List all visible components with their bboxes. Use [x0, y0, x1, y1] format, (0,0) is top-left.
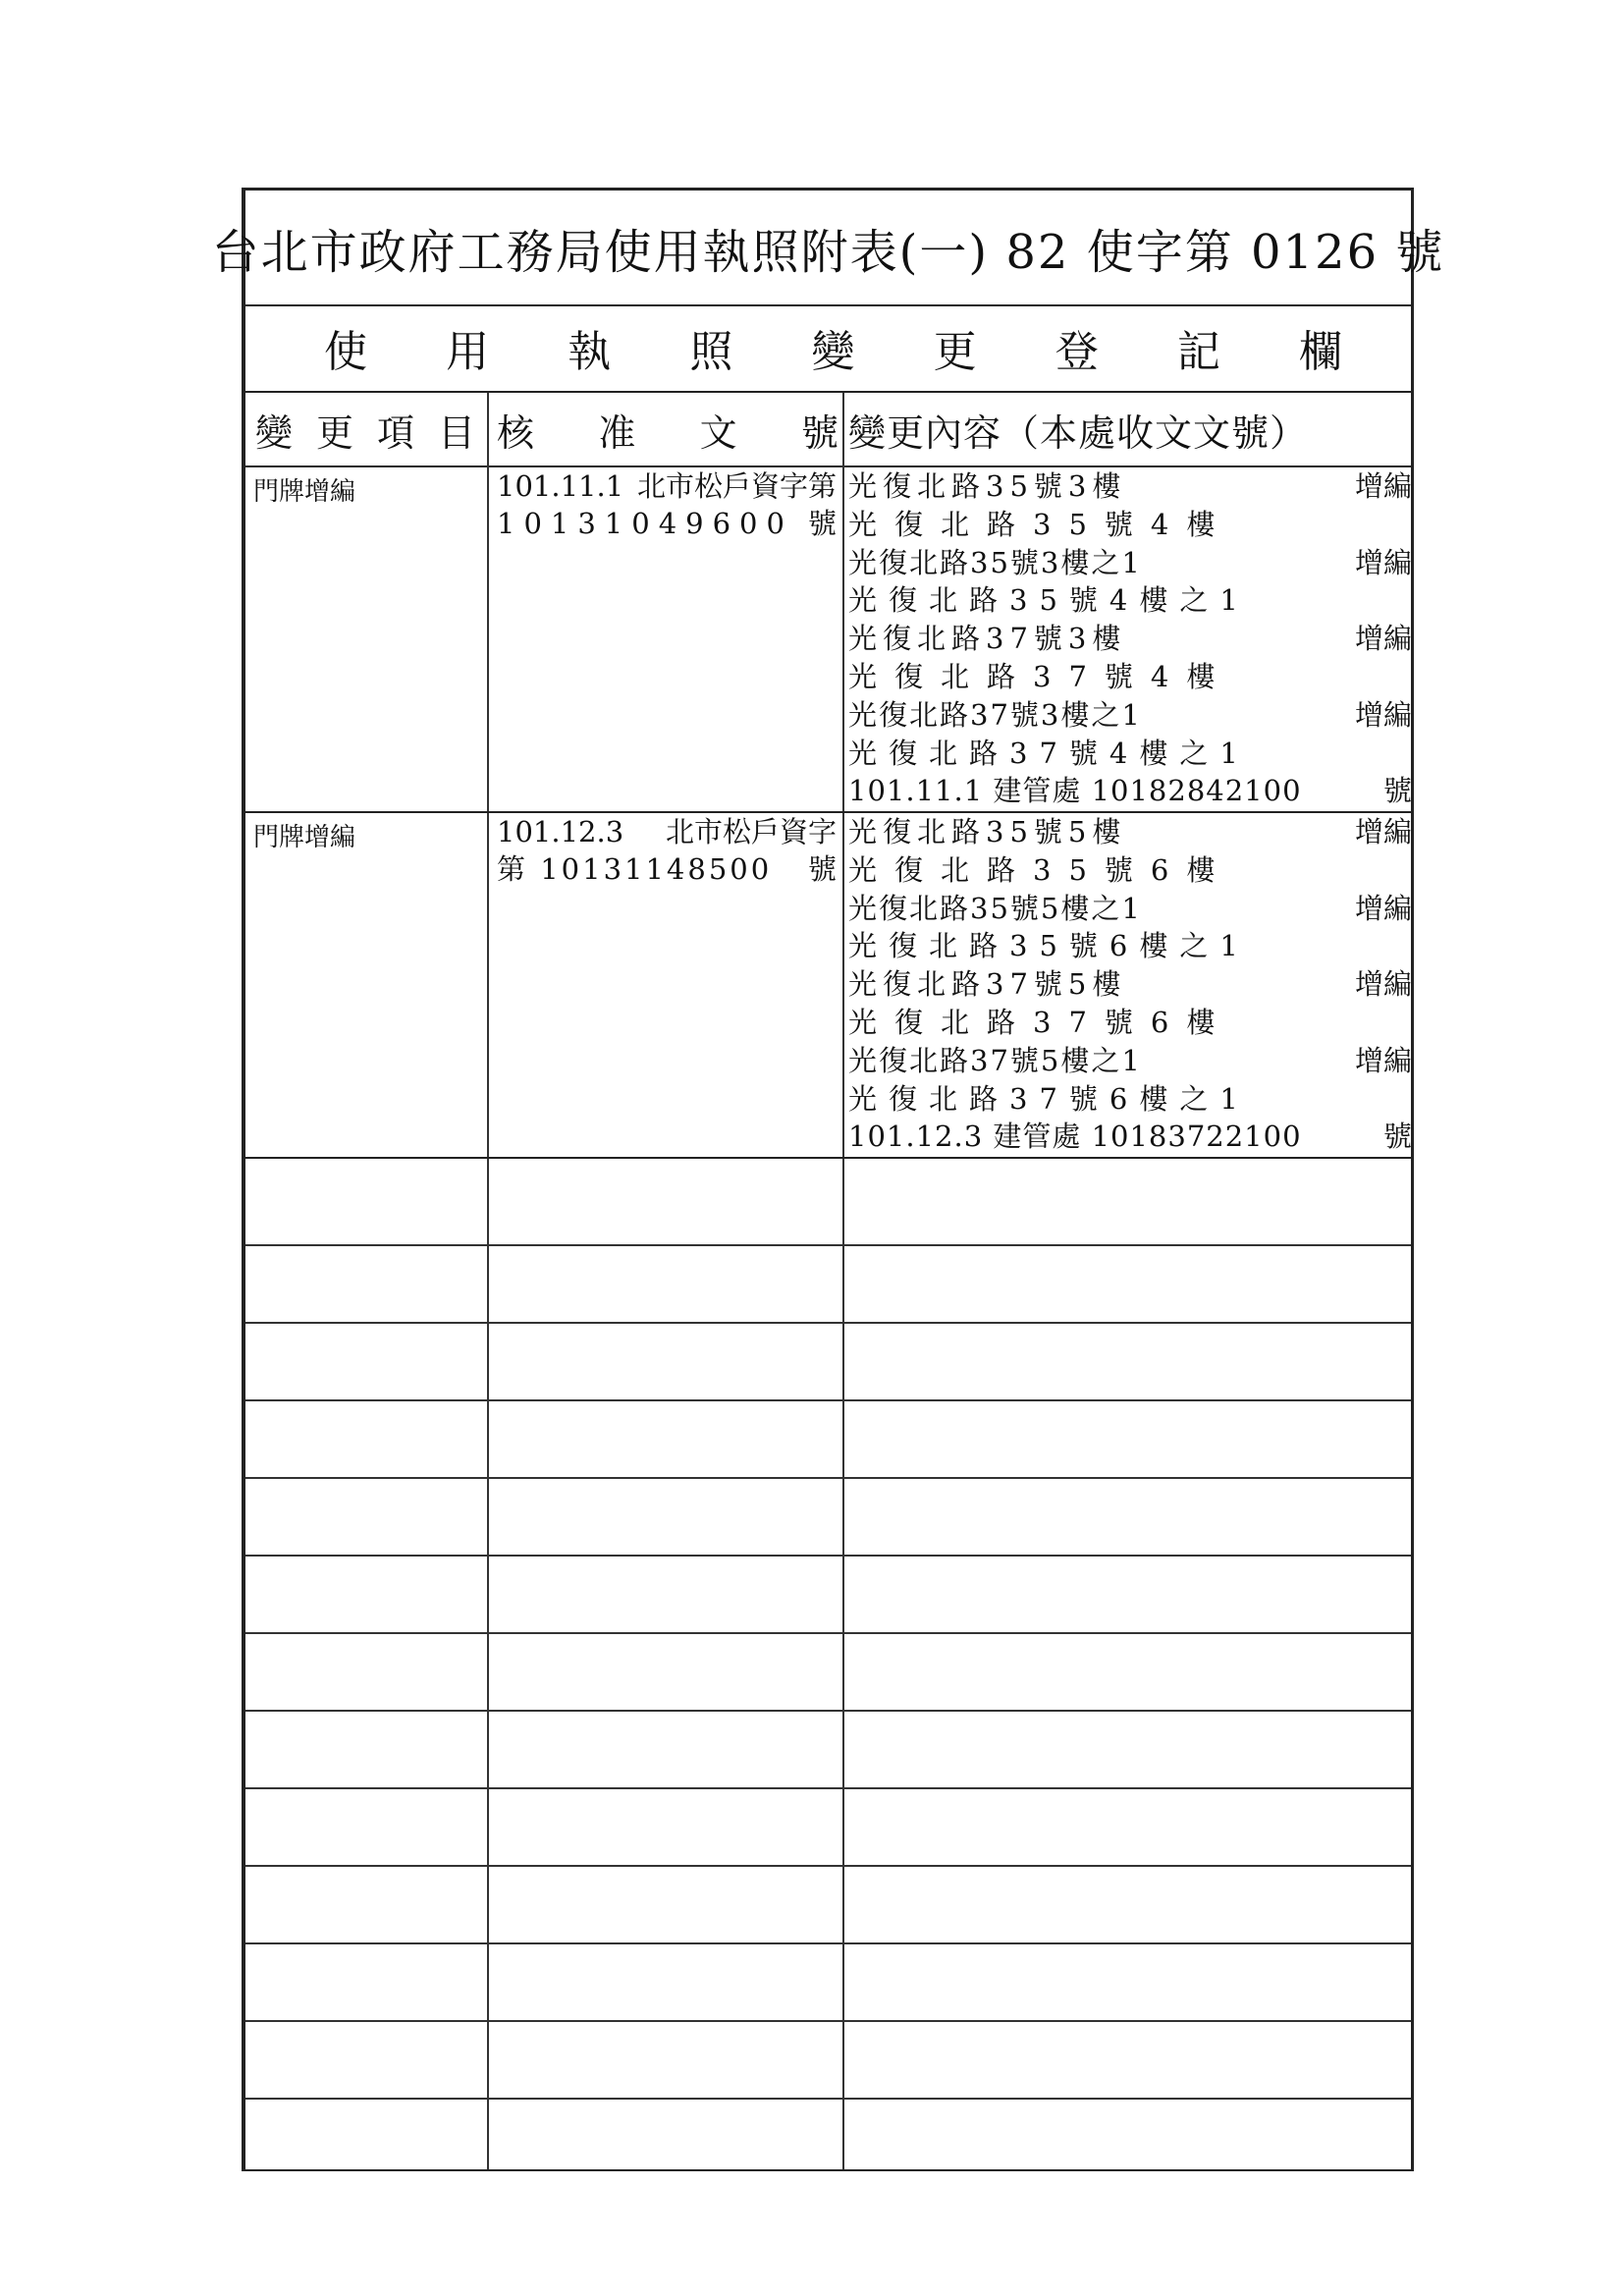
header-char: 變	[255, 410, 294, 455]
header-change-item	[245, 393, 487, 465]
section-title-char: 執	[568, 327, 612, 377]
content-line: 光復北路35號6樓之1	[848, 929, 1250, 963]
blank-row-line	[245, 1787, 1411, 1789]
content-line: 光復北路37號3樓之1 增編	[848, 697, 1412, 732]
content-line: 光復北路37號6樓	[848, 1005, 1233, 1039]
change-item-cell: 門牌增編	[253, 823, 356, 852]
content-line: 光復北路37號3樓 增編	[848, 622, 1412, 656]
header-char: 准	[598, 410, 636, 455]
change-content-cell	[848, 813, 1412, 1156]
header-approval-no	[489, 393, 842, 465]
header-char: 核	[497, 410, 535, 455]
content-line: 光復北路35號5樓 增編	[848, 815, 1412, 848]
approval-no-cell	[497, 467, 837, 542]
approval-line: 第 10131148500 號	[497, 852, 837, 886]
section-title-char: 欄	[1299, 327, 1342, 377]
blank-row-line	[245, 1399, 1411, 1401]
content-line: 光復北路37號5樓之1 增編	[848, 1043, 1412, 1077]
column-header-row	[245, 393, 1411, 467]
blank-row-line	[245, 1632, 1411, 1634]
blank-row-line	[245, 1865, 1411, 1867]
content-line: 101.11.1 建管處 10182842100 號	[848, 774, 1412, 808]
content-line: 光復北路35號4樓之1	[848, 583, 1250, 618]
header-text: 變更內容（本處收文文號）	[848, 410, 1309, 455]
blank-row-line	[245, 2020, 1411, 2022]
blank-row-line	[245, 1477, 1411, 1479]
content-line: 光復北路37號4樓之1	[848, 736, 1250, 770]
header-char: 文	[699, 410, 737, 455]
approval-line: 10131049600 號	[497, 507, 837, 540]
blank-row-line	[245, 1322, 1411, 1324]
change-item-cell: 門牌增編	[253, 477, 356, 507]
blank-row-line	[245, 1244, 1411, 1246]
content-line: 光復北路35號3樓之1 增編	[848, 545, 1412, 579]
section-title-char: 用	[446, 327, 490, 377]
section-title-char: 使	[324, 327, 367, 377]
content-line: 光復北路35號3樓 增編	[848, 469, 1412, 503]
content-line: 光復北路37號5樓 增編	[848, 967, 1412, 1002]
approval-no-cell	[497, 813, 837, 888]
form-title: 台北市政府工務局使用執照附表(一) 82 使字第 0126 號	[211, 224, 1445, 280]
section-title-char: 更	[933, 327, 977, 377]
section-title-char: 記	[1176, 327, 1220, 377]
content-line: 光復北路35號5樓之1 增編	[848, 891, 1412, 925]
change-content-cell	[848, 467, 1412, 810]
content-line: 光復北路35號4樓	[848, 507, 1233, 541]
table-row	[245, 811, 1411, 1159]
approval-line: 101.11.1 北市松戶資字第	[497, 469, 837, 503]
registration-form	[211, 188, 1445, 2171]
header-char: 更	[315, 410, 353, 455]
table-row	[245, 465, 1411, 813]
content-line: 光復北路37號4樓	[848, 659, 1233, 693]
header-char: 目	[437, 410, 475, 455]
section-title-row	[245, 304, 1411, 393]
content-line: 光復北路37號6樓之1	[848, 1081, 1250, 1116]
header-char: 號	[800, 410, 839, 455]
section-title-char: 登	[1055, 327, 1099, 377]
header-change-content	[844, 393, 1414, 465]
section-title-char: 照	[689, 327, 733, 377]
blank-row-line	[245, 1555, 1411, 1557]
content-line: 光復北路35號6樓	[848, 852, 1233, 887]
form-title-row	[211, 191, 1445, 306]
content-line: 101.12.3 建管處 10183722100 號	[848, 1120, 1412, 1154]
blank-row-line	[245, 1710, 1411, 1712]
section-title-char: 變	[811, 327, 855, 377]
blank-row-line	[245, 2098, 1411, 2100]
header-char: 項	[376, 410, 414, 455]
approval-line: 101.12.3 北市松戶資字	[497, 815, 837, 848]
blank-row-line	[245, 1942, 1411, 1944]
